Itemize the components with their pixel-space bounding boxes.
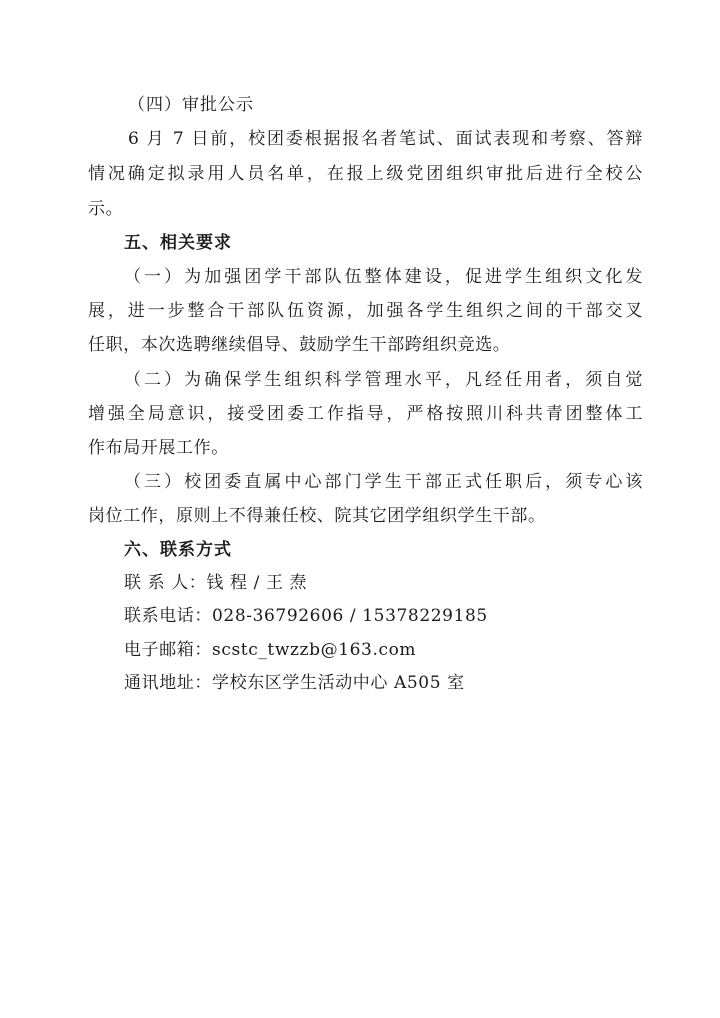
requirement-3-line-2: 岗位工作，原则上不得兼任校、院其它团学组织学生干部。 [88, 506, 546, 526]
requirement-2-line-1: （二）为确保学生组织科学管理水平，凡经任用者，须自觉 [124, 370, 643, 390]
contact-address: 通讯地址：学校东区学生活动中心 A505 室 [124, 673, 465, 693]
contact-phone: 联系电话：028-36792606 / 15378229185 [124, 606, 488, 626]
contact-email: 电子邮箱：scstc_twzzb@163.com [124, 640, 417, 660]
contact-person: 联 系 人：钱 程 / 王 焘 [124, 573, 308, 593]
requirement-1-line-1: （一）为加强团学干部队伍整体建设，促进学生组织文化发 [124, 267, 643, 287]
section-4-para-line-3: 示。 [88, 199, 124, 219]
requirement-1-line-2: 展，进一步整合干部队伍资源，加强各学生组织之间的干部交叉 [88, 301, 643, 321]
section-6-heading: 六、联系方式 [124, 540, 232, 560]
section-4-para-line-2: 情况确定拟录用人员名单，在报上级党团组织审批后进行全校公 [88, 164, 643, 184]
section-4-heading: （四）审批公示 [128, 95, 254, 115]
section-5-heading: 五、相关要求 [124, 233, 232, 253]
requirement-1-line-3: 任职，本次选聘继续倡导、鼓励学生干部跨组织竞选。 [88, 335, 511, 355]
requirement-2-line-2: 增强全局意识，接受团委工作指导，严格按照川科共青团整体工 [88, 404, 643, 424]
requirement-3-line-1: （三）校团委直属中心部门学生干部正式任职后，须专心该 [124, 472, 643, 492]
requirement-2-line-3: 作布局开展工作。 [88, 438, 229, 458]
section-4-para-line-1: 6 月 7 日前，校团委根据报名者笔试、面试表现和考察、答辩 [128, 129, 643, 149]
